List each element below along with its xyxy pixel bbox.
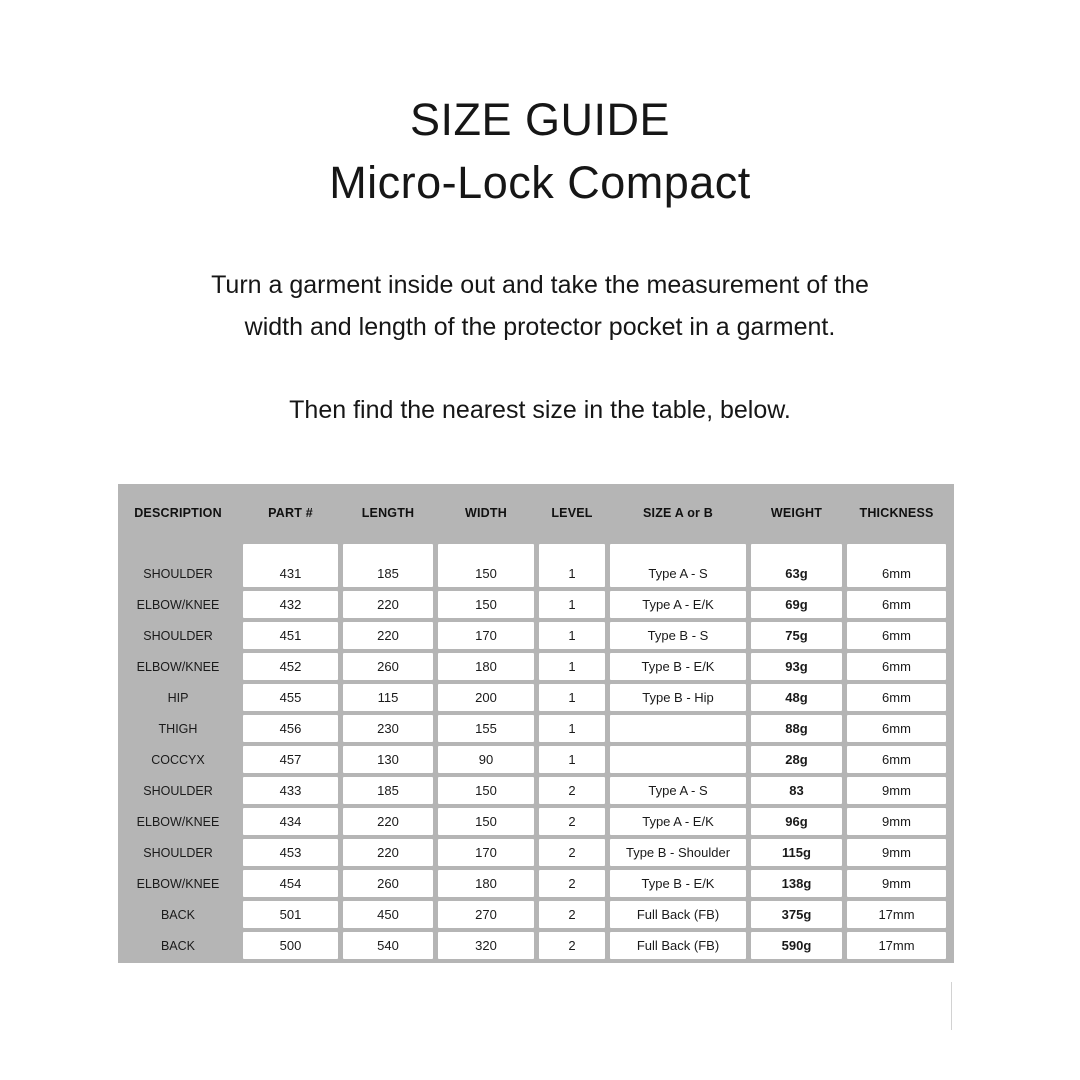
- table-cell: 6mm: [847, 684, 946, 711]
- table-cell: 9mm: [847, 808, 946, 835]
- row-description-cell: ELBOW/KNEE: [136, 814, 220, 829]
- table-cell: 432: [243, 591, 338, 618]
- row-description-cell: HIP: [167, 690, 189, 705]
- table-cell: 2: [539, 901, 605, 928]
- table-body: [118, 542, 946, 961]
- table-cell: 433: [243, 777, 338, 804]
- table-cell: 230: [343, 715, 433, 742]
- table-cell: 48g: [751, 684, 842, 711]
- table-cell: Type B - E/K: [610, 870, 746, 897]
- table-cell: Type A - E/K: [610, 808, 746, 835]
- table-cell: 6mm: [847, 715, 946, 742]
- column-header-part-number: PART #: [268, 506, 313, 520]
- table-cell: 1: [539, 591, 605, 618]
- table-cell: 260: [343, 653, 433, 680]
- table-cell: 28g: [751, 746, 842, 773]
- table-cell: 540: [343, 932, 433, 959]
- column-header-size-a-or-b: SIZE A or B: [642, 506, 714, 520]
- table-header-row: [118, 484, 946, 542]
- table-cell: 150: [438, 777, 534, 804]
- table-cell: 6mm: [847, 544, 946, 587]
- table-cell: Full Back (FB): [610, 932, 746, 959]
- right-edge-line: [951, 982, 952, 1030]
- table-row: [118, 775, 946, 806]
- table-row: [118, 542, 946, 589]
- table-cell: 6mm: [847, 591, 946, 618]
- table-cell: 457: [243, 746, 338, 773]
- table-cell: 455: [243, 684, 338, 711]
- table-cell: 456: [243, 715, 338, 742]
- table-cell: 375g: [751, 901, 842, 928]
- table-cell: 500: [243, 932, 338, 959]
- table-cell: 320: [438, 932, 534, 959]
- row-description-cell: ELBOW/KNEE: [136, 876, 220, 891]
- table-cell: 2: [539, 932, 605, 959]
- table-cell: 75g: [751, 622, 842, 649]
- table-cell: 590g: [751, 932, 842, 959]
- table-cell: 150: [438, 591, 534, 618]
- table-cell: 270: [438, 901, 534, 928]
- row-description-cell: BACK: [160, 938, 196, 953]
- table-cell: 1: [539, 653, 605, 680]
- table-cell: 96g: [751, 808, 842, 835]
- table-cell: 220: [343, 591, 433, 618]
- column-header-thickness: THICKNESS: [859, 506, 934, 520]
- table-cell: 220: [343, 808, 433, 835]
- table-cell: Type B - S: [610, 622, 746, 649]
- table-cell: 1: [539, 622, 605, 649]
- table-cell: 90: [438, 746, 534, 773]
- column-header-width: WIDTH: [465, 506, 507, 520]
- table-cell: 150: [438, 544, 534, 587]
- table-cell: 220: [343, 839, 433, 866]
- row-description-cell: SHOULDER: [143, 566, 213, 581]
- table-cell: 2: [539, 870, 605, 897]
- table-row: [118, 744, 946, 775]
- table-cell: 93g: [751, 653, 842, 680]
- table-cell: 180: [438, 653, 534, 680]
- table-cell: Full Back (FB): [610, 901, 746, 928]
- table-row: [118, 806, 946, 837]
- table-cell: 155: [438, 715, 534, 742]
- column-header-length: LENGTH: [361, 506, 415, 520]
- table-cell: 501: [243, 901, 338, 928]
- table-cell: Type B - Shoulder: [610, 839, 746, 866]
- table-cell: 452: [243, 653, 338, 680]
- table-cell: 115g: [751, 839, 842, 866]
- table-cell: 1: [539, 715, 605, 742]
- table-cell: 9mm: [847, 777, 946, 804]
- table-row: [118, 620, 946, 651]
- table-row: [118, 868, 946, 899]
- table-cell: 260: [343, 870, 433, 897]
- table-cell: 17mm: [847, 932, 946, 959]
- table-row: [118, 930, 946, 961]
- table-cell: 2: [539, 839, 605, 866]
- table-cell: 17mm: [847, 901, 946, 928]
- table-cell: [610, 715, 746, 742]
- table-cell: 220: [343, 622, 433, 649]
- instruction-find-size: Then find the nearest size in the table, below.: [289, 396, 791, 424]
- table-cell: 450: [343, 901, 433, 928]
- table-cell: [610, 746, 746, 773]
- table-cell: 138g: [751, 870, 842, 897]
- table-cell: 431: [243, 544, 338, 587]
- page-title: [0, 88, 1080, 214]
- table-row: [118, 713, 946, 744]
- table-cell: 180: [438, 870, 534, 897]
- table-cell: 1: [539, 684, 605, 711]
- column-header-description: DESCRIPTION: [134, 506, 222, 520]
- table-cell: 1: [539, 746, 605, 773]
- table-cell: 434: [243, 808, 338, 835]
- row-description-cell: THIGH: [158, 721, 198, 736]
- table-cell: 69g: [751, 591, 842, 618]
- table-cell: Type A - S: [610, 777, 746, 804]
- table-cell: Type B - E/K: [610, 653, 746, 680]
- table-cell: 6mm: [847, 653, 946, 680]
- table-cell: 88g: [751, 715, 842, 742]
- table-cell: 2: [539, 808, 605, 835]
- table-cell: 2: [539, 777, 605, 804]
- row-description-cell: ELBOW/KNEE: [136, 597, 220, 612]
- row-description-cell: COCCYX: [151, 752, 205, 767]
- table-cell: 63g: [751, 544, 842, 587]
- instruction-measure-line2: width and length of the protector pocket in a garment.: [244, 313, 836, 341]
- table-row: [118, 651, 946, 682]
- table-cell: 170: [438, 622, 534, 649]
- row-description-cell: ELBOW/KNEE: [136, 659, 220, 674]
- table-cell: 130: [343, 746, 433, 773]
- instruction-measure: [0, 264, 1080, 348]
- size-table: [118, 484, 954, 963]
- table-cell: 83: [751, 777, 842, 804]
- table-cell: Type A - S: [610, 544, 746, 587]
- row-description-cell: SHOULDER: [143, 628, 213, 643]
- row-description-cell: SHOULDER: [143, 845, 213, 860]
- table-cell: 200: [438, 684, 534, 711]
- row-description-cell: BACK: [160, 907, 196, 922]
- table-cell: 9mm: [847, 839, 946, 866]
- page-title-line2: Micro-Lock Compact: [329, 157, 751, 208]
- page-title-line1: SIZE GUIDE: [409, 94, 671, 145]
- column-header-weight: WEIGHT: [770, 506, 823, 520]
- row-description-cell: SHOULDER: [143, 783, 213, 798]
- table-row: [118, 682, 946, 713]
- table-cell: 185: [343, 544, 433, 587]
- table-cell: 9mm: [847, 870, 946, 897]
- table-cell: Type A - E/K: [610, 591, 746, 618]
- table-cell: 453: [243, 839, 338, 866]
- table-cell: 451: [243, 622, 338, 649]
- table-cell: 115: [343, 684, 433, 711]
- instruction-measure-line1: Turn a garment inside out and take the measurement of the: [211, 271, 869, 299]
- table-cell: 454: [243, 870, 338, 897]
- table-cell: 6mm: [847, 622, 946, 649]
- table-cell: 150: [438, 808, 534, 835]
- table-cell: 170: [438, 839, 534, 866]
- table-cell: 1: [539, 544, 605, 587]
- table-row: [118, 589, 946, 620]
- table-row: [118, 837, 946, 868]
- column-header-level: LEVEL: [551, 506, 593, 520]
- table-cell: Type B - Hip: [610, 684, 746, 711]
- table-cell: 185: [343, 777, 433, 804]
- table-cell: 6mm: [847, 746, 946, 773]
- table-row: [118, 899, 946, 930]
